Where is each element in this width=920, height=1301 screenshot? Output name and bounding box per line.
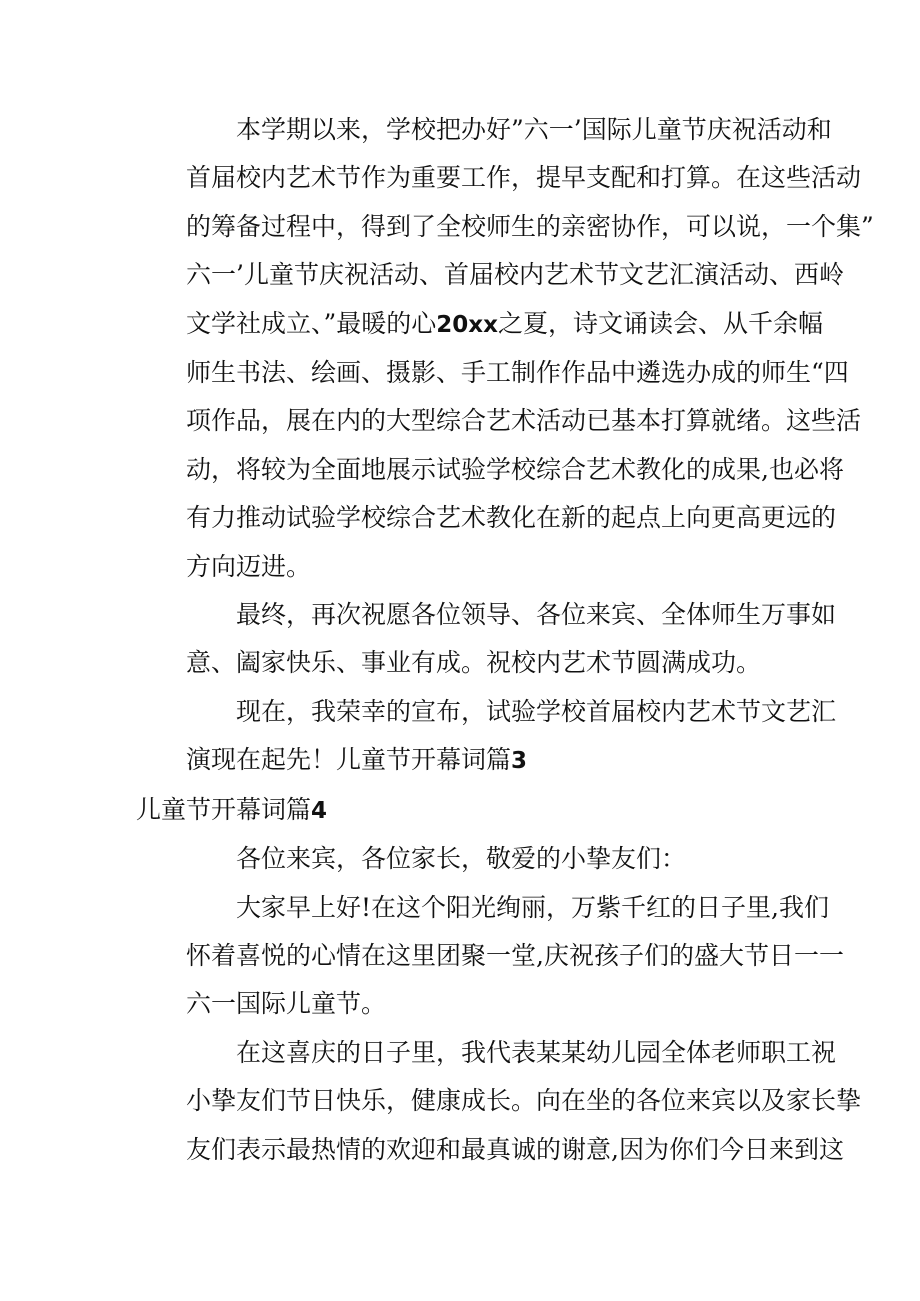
text-line: 大家早上好!在这个阳光绚丽，万紫千红的日子里,我们: [236, 892, 829, 922]
text-line: 最终，再次祝愿各位领导、各位来宾、全体师生万事如: [236, 600, 837, 630]
text-line: 各位来宾，各位家长，敬爱的小挚友们：: [236, 844, 687, 874]
paragraph-3: [136, 688, 837, 786]
section-heading: [136, 786, 800, 835]
text-line: 方向迈进。: [186, 551, 312, 581]
text-line: 的筹备过程中，得到了全校师生的亲密协作，可以说，一个集”: [186, 211, 874, 241]
paragraph-6: [136, 1029, 862, 1174]
text-line: 有力推动试验学校综合艺术教化在新的起点上向更高更远的: [186, 503, 837, 533]
heading-text: 儿童节开幕词篇4: [136, 794, 328, 824]
text-line: 怀着喜悦的心情在这里团聚一堂,庆祝孩子们的盛大节日一一: [186, 940, 844, 970]
text-line: 项作品，展在内的大型综合艺术活动已基本打算就绪。这些活: [186, 406, 862, 436]
text-line: 六一国际儿童节。: [186, 989, 387, 1019]
text-line: 师生书法、绘画、摄影、手工制作作品中遴选办成的师生“四: [186, 358, 849, 388]
paragraph-5: [136, 884, 844, 1029]
text-line: 在这喜庆的日子里，我代表某某幼儿园全体老师职工祝: [236, 1037, 837, 1067]
text-line: 友们表示最热情的欢迎和最真诚的谢意,因为你们今日来到这: [186, 1134, 844, 1164]
text-line: 演现在起先！儿童节开幕词篇3: [186, 745, 528, 775]
text-line: 小挚友们节日快乐，健康成长。向在坐的各位来宾以及家长挚: [186, 1086, 862, 1116]
text-line: 六一’儿童节庆祝活动、首届校内艺术节文艺汇演活动、西岭: [186, 260, 844, 290]
text-line: 意、阖家快乐、事业有成。祝校内艺术节圆满成功。: [186, 648, 762, 678]
paragraph-2: [136, 591, 837, 688]
text-line: 本学期以来，学校把办好”六一’国际儿童节庆祝活动和: [236, 115, 832, 144]
text-line: 现在，我荣幸的宣布，试验学校首届校内艺术节文艺汇: [236, 696, 837, 726]
text-line: 文学社成立、”最暖的心20xx之夏，诗文诵读会、从千余幅: [186, 308, 823, 338]
text-line: 动，将较为全面地展示试验学校综合艺术教化的成果,也必将: [186, 454, 844, 484]
text-line: 首届校内艺术节作为重要工作，提早支配和打算。在这些活动: [186, 163, 862, 193]
document-body: [136, 106, 874, 1174]
paragraph-1: [136, 106, 874, 591]
paragraph-greeting: [136, 835, 800, 883]
